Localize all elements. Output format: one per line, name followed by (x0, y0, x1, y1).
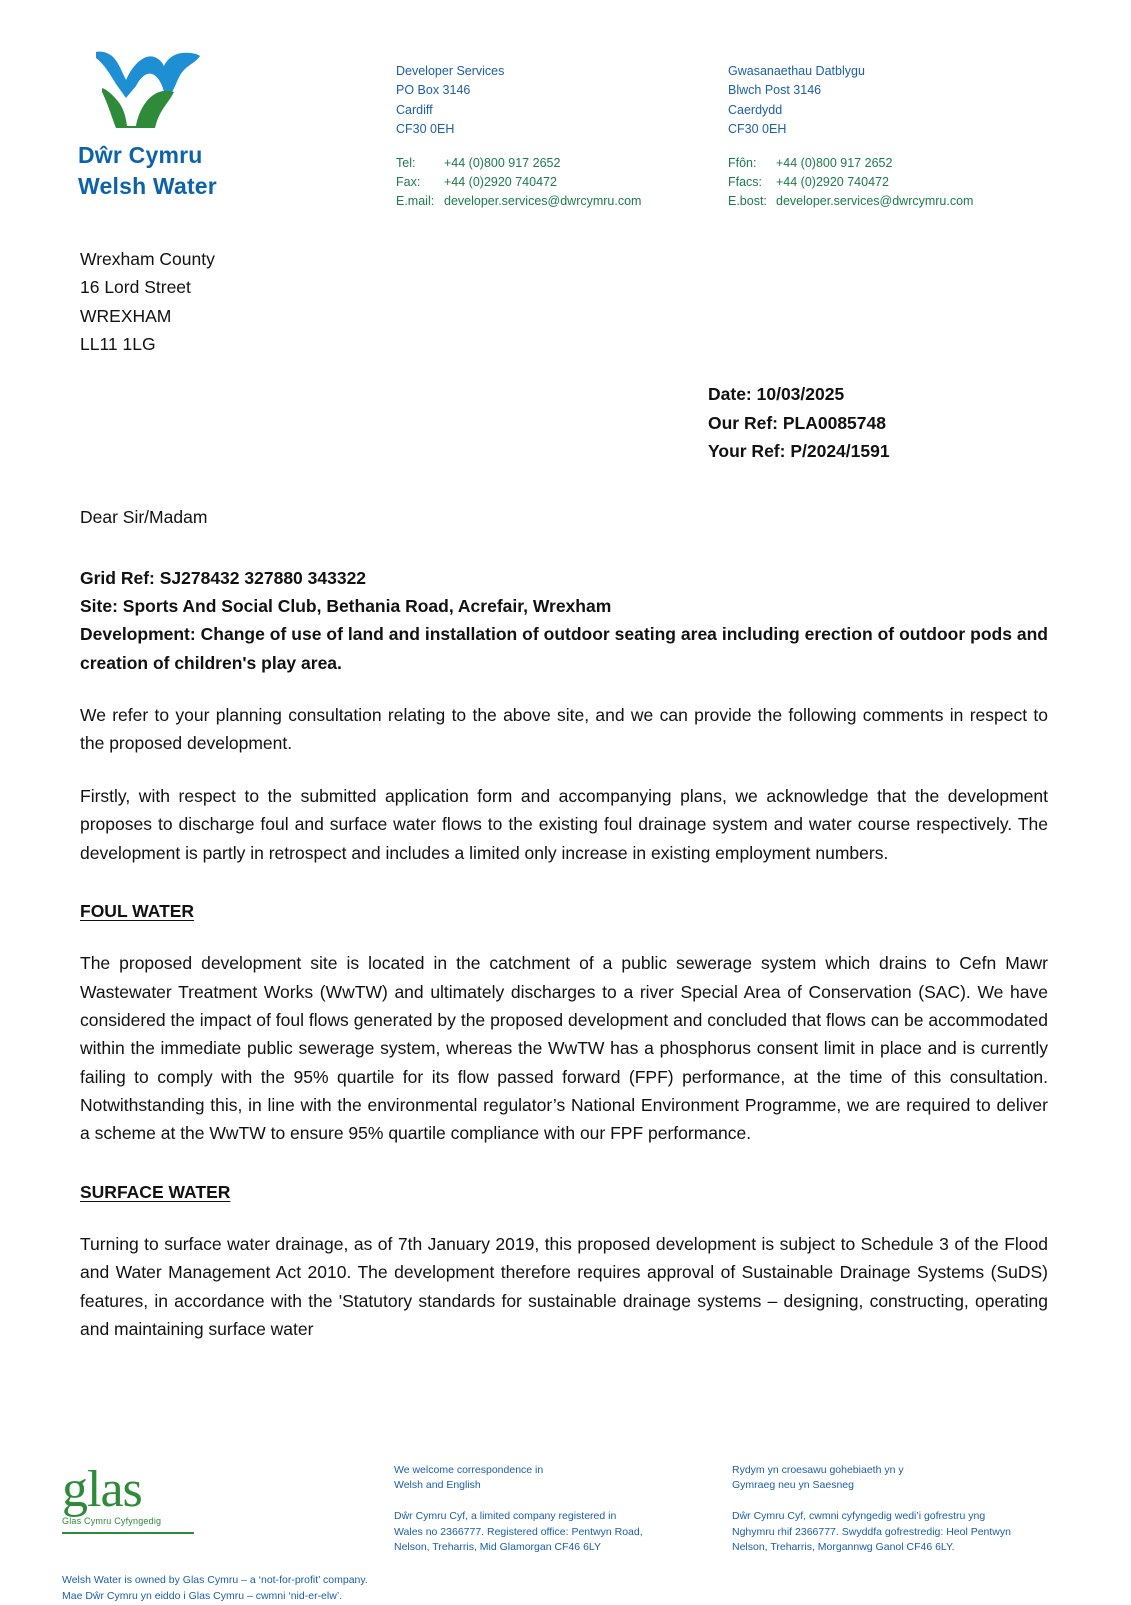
city-en: Cardiff (396, 102, 433, 117)
email-value-en[interactable]: developer.services@dwrcymru.com (444, 194, 642, 209)
city-cy: Caerdydd (728, 102, 783, 117)
recipient-line-1: Wrexham County (80, 249, 215, 269)
tel-line-en (396, 154, 696, 173)
dept-name-en: Developer Services (396, 64, 505, 78)
postcode-en: CF30 0EH (396, 122, 455, 137)
paragraph-application: Firstly, with respect to the submitted application form and accompanying plans, we acknowledge that the development proposes to discharge foul and surface water flows to the existing foul drainage system and water course respectively. The development is partly in retrospect and includes a limited only increase in existing employment numbers. (80, 785, 1048, 863)
company-info-cy-3: Nelson, Treharris, Morgannwg Ganol CF46 6LY. (732, 1540, 955, 1553)
footer-column-welsh (732, 1463, 1062, 1555)
site-line: Site: Sports And Social Club, Bethania Road, Acrefair, Wrexham (80, 596, 612, 617)
paragraph-intro: We refer to your planning consultation relating to the above site, and we can provide the following comments in respect to the proposed development. (80, 705, 1048, 754)
paragraph-foul-water: The proposed development site is located in the catchment of a public sewerage system which drains to Cefn Mawr Wastewater Treatment Works (WwTW) and ultimately discharges to a river Special Area of Conservation (SAC). We have considered the impact of foul flows generated by the proposed development and concluded that flows can be accommodated within the immediate public sewerage system, whereas the WwTW has a phosphorus consent limit in place and is currently failing to comply with the 95% quartile for its flow passed forward (FPF) performance, at the time of this consultation. Notwithstanding this, in line with the environmental regulator’s National Environment Programme, we are required to deliver a scheme at the WwTW to ensure 95% quartile compliance with our FPF performance. (80, 953, 1048, 1144)
development-line: Development: Change of use of land and installation of outdoor seating area including erection of outdoor pods and creation of children's play area. (80, 624, 1048, 673)
company-info-cy-2: Nghymru rhif 2366777. Swyddfa gofrestredig: Heol Pentwyn (732, 1525, 1011, 1538)
fax-line-en (396, 173, 696, 192)
recipient-address (80, 245, 1048, 358)
glas-cymru-logo (62, 1461, 362, 1534)
paragraph-surface-water: Turning to surface water drainage, as of 7th January 2019, this proposed development is subject to Schedule 3 of the Flood and Water Management Act 2010. The development therefore requires approval of Sustainable Drainage Systems (SuDS) features, in accordance with the 'Statutory standards for sustainable drainage systems – designing, constructing, operating and maintaining surface water (80, 1233, 1048, 1339)
letter-footer (0, 1455, 1131, 1600)
our-ref: Our Ref: PLA0085748 (708, 412, 886, 433)
tel-value-en: +44 (0)800 917 2652 (444, 155, 561, 170)
recipient-line-3: WREXHAM (80, 305, 172, 326)
fax-value-cy: +44 (0)2920 740472 (776, 174, 889, 189)
recipient-line-2: 16 Lord Street (80, 277, 191, 298)
company-info-cy-1: Dŵr Cymru Cyf, cwmni cyfyngedig wedi’i gofrestru yng (732, 1510, 986, 1523)
ownership-note-cy: Mae Dŵr Cymru yn eiddo i Glas Cymru – cwmni ‘nid-er-elw’. (62, 1589, 343, 1602)
tel-label-en: Tel: (396, 155, 416, 170)
company-info-en-3: Nelson, Treharris, Mid Glamorgan CF46 6LY (394, 1540, 601, 1553)
salutation: Dear Sir/Madam (80, 507, 208, 528)
postcode-cy: CF30 0EH (728, 122, 787, 137)
reference-block (80, 380, 1048, 465)
your-ref: Your Ref: P/2024/1591 (708, 441, 890, 462)
correspondence-note-en-1: We welcome correspondence in (394, 1464, 544, 1476)
glas-logo-word: glas (62, 1461, 142, 1518)
email-label-en: E.mail: (396, 194, 435, 209)
fax-label-cy: Ffacs: (728, 174, 763, 189)
logo-text-english: Welsh Water (78, 173, 217, 200)
recipient-line-4: LL11 1LG (80, 334, 156, 355)
fax-label-en: Fax: (396, 174, 421, 189)
fax-line-cy (728, 173, 1028, 192)
dept-name-cy: Gwasanaethau Datblygu (728, 64, 865, 78)
letter-date: Date: 10/03/2025 (708, 384, 845, 405)
company-info-en-2: Wales no 2366777. Registered office: Pentwyn Road, (394, 1525, 643, 1538)
po-box-en: PO Box 3146 (396, 83, 471, 98)
logo-text (78, 140, 278, 202)
company-info-en-1: Dŵr Cymru Cyf, a limited company registered in (394, 1510, 617, 1523)
email-line-cy (728, 192, 1028, 211)
contact-block-english (396, 62, 696, 212)
letter-body (80, 245, 1048, 1343)
email-line-en (396, 192, 696, 211)
welsh-water-logo (78, 48, 278, 202)
correspondence-note-en-2: Welsh and English (394, 1479, 481, 1492)
correspondence-note-cy-2: Gymraeg neu yn Saesneg (732, 1479, 854, 1492)
tel-value-cy: +44 (0)800 917 2652 (776, 155, 893, 170)
grid-ref: Grid Ref: SJ278432 327880 343322 (80, 567, 367, 588)
fax-value-en: +44 (0)2920 740472 (444, 174, 557, 189)
tel-line-cy (728, 154, 1028, 173)
email-value-cy[interactable]: developer.services@dwrcymru.com (776, 194, 974, 209)
letterhead (0, 0, 1131, 209)
po-box-cy: Blwch Post 3146 (728, 83, 822, 98)
contact-block-welsh (728, 62, 1028, 212)
logo-text-welsh: Dŵr Cymru (78, 142, 203, 168)
heading-surface-water: SURFACE WATER (80, 1181, 231, 1202)
subject-block (80, 564, 1048, 677)
email-label-cy: E.bost: (728, 194, 767, 209)
correspondence-note-cy-1: Rydym yn croesawu gohebiaeth yn y (732, 1464, 904, 1476)
ownership-note-en: Welsh Water is owned by Glas Cymru – a ‘not-for-profit’ company. (62, 1574, 368, 1586)
heading-foul-water: FOUL WATER (80, 900, 195, 921)
glas-logo-rule (62, 1532, 194, 1534)
glas-logo-subtitle: Glas Cymru Cyfyngedig (62, 1516, 162, 1527)
tel-label-cy: Ffôn: (728, 155, 757, 170)
footer-column-english (394, 1463, 694, 1555)
water-wave-icon (92, 48, 204, 130)
